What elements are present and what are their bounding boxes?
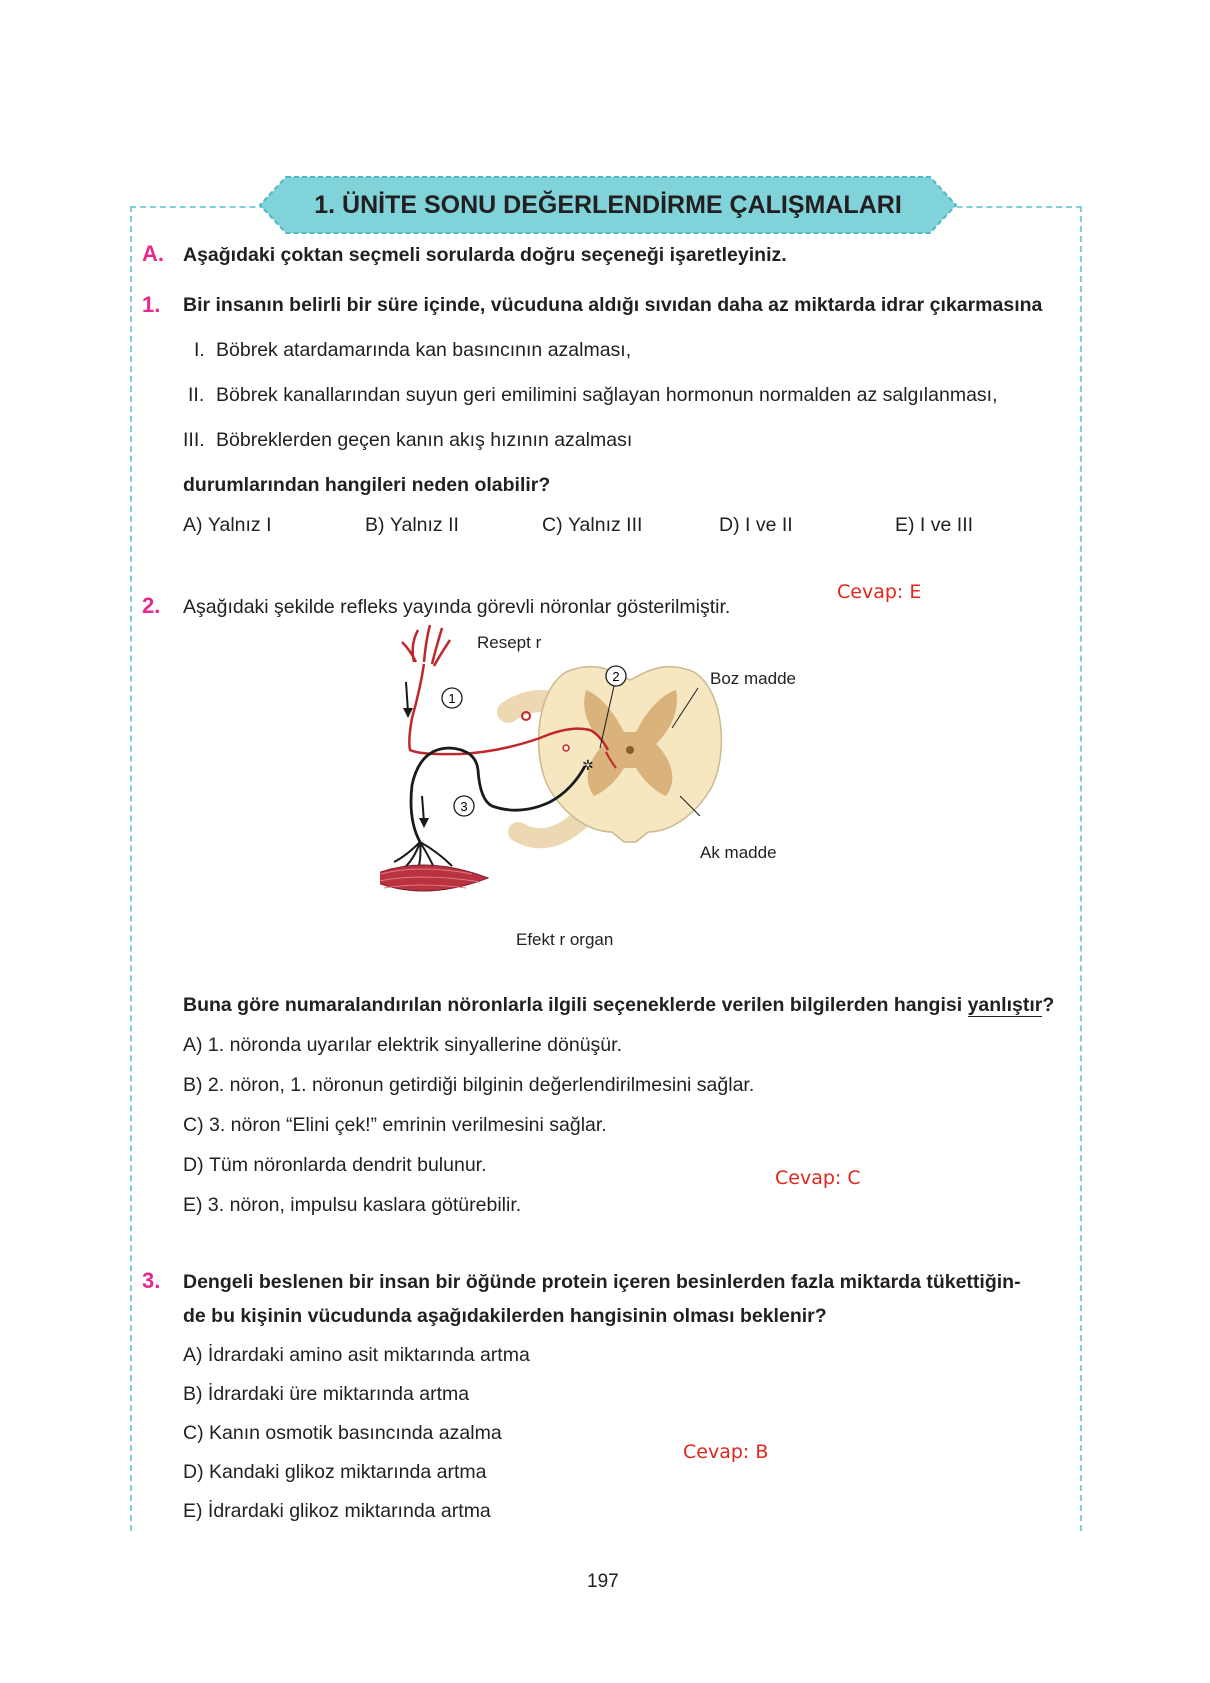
ventral-root (518, 816, 584, 838)
option-e[interactable]: E) I ve III (895, 514, 974, 536)
question-stem: Bir insanın belirli bir süre içinde, vücuduna aldığı sıvıdan daha az miktarda idrar çıkarmasına (183, 294, 1043, 316)
option-b[interactable]: B) 2. nöron, 1. nöronun getirdiği bilginin değerlendirilmesini sağlar. (183, 1074, 755, 1096)
question-stem-line-2: de bu kişinin vücudunda aşağıdakilerden hangisinin olması beklenir? (183, 1305, 827, 1327)
label-gray-matter: Boz madde (710, 669, 796, 688)
option-e[interactable]: E) İdrardaki glikoz miktarında artma (183, 1500, 491, 1522)
option-b[interactable]: B) İdrardaki üre miktarında artma (183, 1383, 470, 1405)
synapse-icon: ✲ (582, 758, 594, 774)
option-d[interactable]: D) I ve II (719, 514, 793, 536)
question-number: 2. (142, 593, 161, 618)
unit-banner (258, 175, 958, 235)
question-number: 1. (142, 292, 161, 317)
option-b[interactable]: B) Yalnız II (365, 514, 459, 536)
number-2: 2 (612, 669, 620, 684)
option-c[interactable]: C) 3. nöron “Elini çek!” emrinin verilmesini sağlar. (183, 1114, 607, 1136)
label-white-matter: Ak madde (700, 843, 777, 862)
number-1: 1 (448, 691, 456, 706)
option-d[interactable]: D) Kandaki glikoz miktarında artma (183, 1461, 487, 1483)
option-a[interactable]: A) 1. nöronda uyarılar elektrik sinyallerine dönüşür. (183, 1034, 622, 1056)
interneuron-body (563, 745, 569, 751)
arrow-3-head (419, 818, 429, 828)
arrow-1 (406, 682, 408, 712)
answer-annotation: Cevap: E (837, 581, 922, 603)
central-canal (626, 746, 634, 754)
statement-roman: II. (188, 384, 205, 406)
question-prompt: Buna göre numaralandırılan nöronlarla ilgili seçeneklerde verilen bilgilerden hangisi yanlıştır? (183, 994, 1055, 1016)
label-effector: Efekt r organ (516, 930, 614, 949)
statement-roman: I. (194, 339, 205, 361)
statement-text: Böbrek atardamarında kan basıncının azalması, (216, 339, 632, 361)
question-prompt: durumlarından hangileri neden olabilir? (183, 474, 551, 496)
question-stem: Aşağıdaki şekilde refleks yayında görevli nöronlar gösterilmiştir. (183, 596, 731, 618)
option-e[interactable]: E) 3. nöron, impulsu kaslara götürebilir. (183, 1194, 522, 1216)
question-number: 3. (142, 1268, 161, 1293)
page-title: 1. ÜNİTE SONU DEĞERLENDİRME ÇALIŞMALARI (314, 191, 902, 219)
answer-annotation: Cevap: B (683, 1441, 769, 1463)
option-d[interactable]: D) Tüm nöronlarda dendrit bulunur. (183, 1154, 487, 1176)
number-3: 3 (460, 799, 468, 814)
emphasis-word: yanlıştır (967, 994, 1043, 1016)
page-number: 197 (587, 1571, 619, 1592)
option-c[interactable]: C) Yalnız III (542, 514, 643, 536)
section-instruction: Aşağıdaki çoktan seçmeli sorularda doğru seçeneği işaretleyiniz. (183, 244, 787, 266)
option-a[interactable]: A) İdrardaki amino asit miktarında artma (183, 1344, 530, 1366)
option-a[interactable]: A) Yalnız I (183, 514, 272, 536)
option-c[interactable]: C) Kanın osmotik basıncında azalma (183, 1422, 502, 1444)
section-letter: A. (142, 241, 164, 266)
statement-text: Böbrek kanallarından suyun geri emilimini sağlayan hormonun normalden az salgılanması, (216, 384, 998, 406)
label-receptor: Resept r (477, 633, 542, 652)
question-stem-line-1: Dengeli beslenen bir insan bir öğünde protein içeren besinlerden fazla miktarda tükettiğin- (183, 1271, 1021, 1293)
statement-roman: III. (183, 429, 205, 451)
receptor-dendrites (402, 625, 450, 666)
statement-text: Böbreklerden geçen kanın akış hızının azalması (216, 429, 633, 451)
answer-annotation: Cevap: C (775, 1167, 861, 1189)
